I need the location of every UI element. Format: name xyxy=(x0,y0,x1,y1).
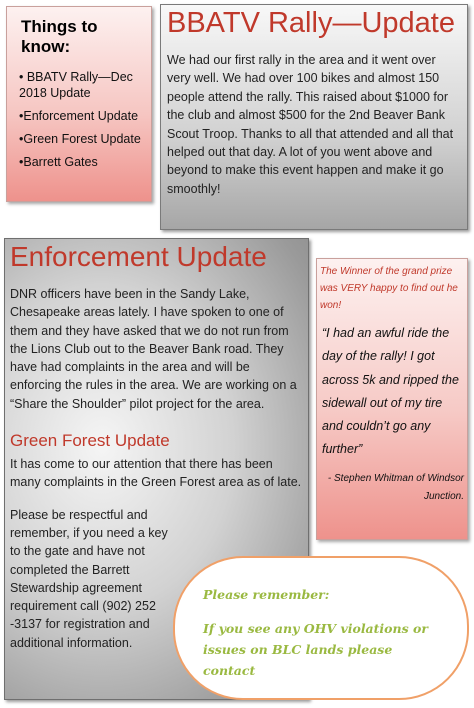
green-forest-update-body: It has come to our attention that there has been many complaints in the Green Forest area as of late. xyxy=(10,457,302,490)
enforcement-update-body: DNR officers have been in the Sandy Lake, Chesapeake areas lately. I have spoken to one of them and they have asked that we do not run from the Lions Club out to the Beaver Bank road. They have had complaints in the area and will be enforcing the rules in the area. We are working on a “Share the Shoulder” pilot project for the area. xyxy=(10,287,297,411)
winner-quote-text: “I had an awful ride the day of the rally! I got across 5k and ripped the sidewall out of my tire and couldn’t go any further” xyxy=(322,326,459,457)
winner-quote-panel xyxy=(316,258,468,540)
list-item: •Barrett Gates xyxy=(19,155,98,169)
things-to-know-list xyxy=(19,69,143,170)
gate-key-notice: Please be respectful and remember, if you need a key to the gate and have not completed the Barrett Stewardship agreement requirement call (902) 252 -3137 for registration and additional information. xyxy=(10,507,168,650)
rally-update-title: BBATV Rally—Update xyxy=(167,7,455,39)
quote-author: - Stephen Whitman of Windsor Junction. xyxy=(327,472,464,502)
rally-update-panel xyxy=(160,4,468,230)
list-item: •Enforcement Update xyxy=(19,109,139,123)
remember-text: If you see any OHV violations or issues on BLC lands please contact xyxy=(203,621,428,678)
enforcement-update-title: Enforcement Update xyxy=(10,241,267,272)
remember-heading: Please remember: xyxy=(203,587,330,602)
list-item: • BBATV Rally—Dec 2018 Update xyxy=(19,70,133,100)
green-forest-update-title: Green Forest Update xyxy=(10,431,170,451)
list-item: •Green Forest Update xyxy=(19,132,141,146)
rally-update-body: We had our first rally in the area and it went over very well. We had over 100 bikes and almost 150 people attend the rally. This raised about $1000 for the club and almost $500 for the 2nd Beaver Bank Scout Troop. Thanks to all that attended and all that helped out that day. A lot of you went above and beyond to make this event happen and make it go smoothly! xyxy=(167,53,454,196)
things-to-know-panel xyxy=(6,6,152,202)
winner-caption: The Winner of the grand prize was VERY happy to find out he won! xyxy=(320,266,458,311)
things-to-know-heading: Things to know: xyxy=(21,17,98,56)
please-remember-callout xyxy=(173,556,469,700)
